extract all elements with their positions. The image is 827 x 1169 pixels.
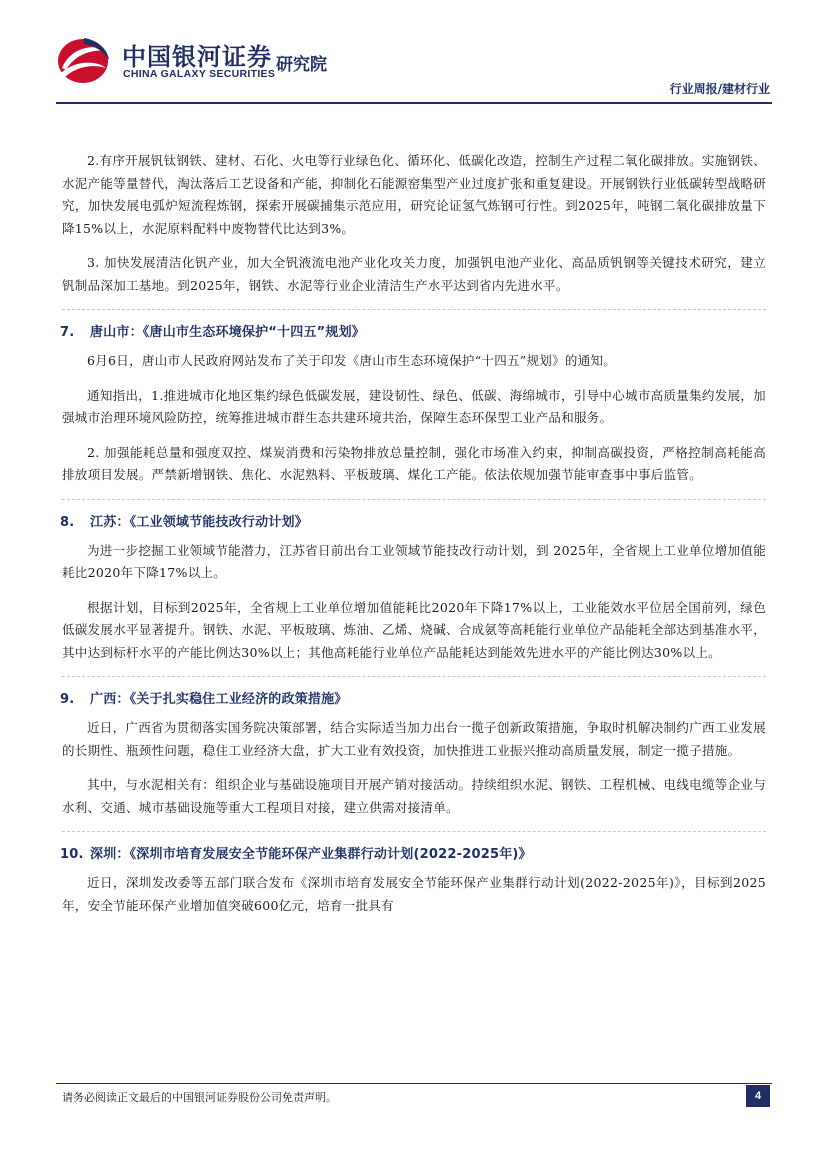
section-heading-10 bbox=[60, 843, 766, 862]
section-title: 江苏：《工业领域节能技改行动计划》 bbox=[90, 514, 308, 530]
brand-name-en: CHINA GALAXY SECURITIES bbox=[123, 68, 276, 80]
section-number: 10. bbox=[60, 847, 84, 862]
paragraph: 根据计划，目标到2025年，全省规上工业单位增加值能耗比2020年下降17%以上，工业能效水平位居全国前列，绿色低碳发展水平显著提升。钢铁、水泥、平板玻璃、炼油、乙烯、烧碱、合成氨等高耗能行业单位产品能耗全部达到基准水平，其中达到标杆水平的产能比例达30%以上；其他高耗能行业单位产品能耗达到能效先进水平的产能比例达30%以上。 bbox=[62, 599, 767, 660]
section-title: 广西：《关于扎实稳住工业经济的政策措施》 bbox=[90, 692, 348, 707]
section-divider bbox=[62, 309, 766, 311]
footer-divider bbox=[56, 1083, 772, 1084]
section-heading-8 bbox=[60, 511, 766, 530]
section-divider bbox=[62, 831, 766, 833]
paragraph: 6月6日，唐山市人民政府网站发布了关于印发《唐山市生态环境保护“十四五”规划》的通知。 bbox=[87, 353, 617, 368]
section-number: 9. bbox=[60, 692, 75, 707]
page-number: 4 bbox=[746, 1085, 770, 1107]
institute-label: 研究院 bbox=[276, 55, 327, 75]
section-title: 唐山市：《唐山市生态环境保护“十四五”规划》 bbox=[90, 325, 365, 340]
paragraph: 近日，广西省为贯彻落实国务院决策部署，结合实际适当加力出台一揽子创新政策措施，争取时机解决制约广西工业发展的长期性、瓶颈性问题，稳住工业经济大盘，扩大工业有效投资，加快推进工业振兴推动高质量发展，制定一揽子措施。 bbox=[62, 720, 766, 758]
paragraph: 近日，深圳发改委等五部门联合发布《深圳市培育发展安全节能环保产业集群行动计划(2022-2025年)》，目标到2025年，安全节能环保产业增加值突破600亿元，培育一批具有 bbox=[62, 875, 766, 913]
report-type-label: 行业周报/建材行业 bbox=[669, 82, 770, 96]
section-heading-7 bbox=[60, 321, 766, 340]
main-content bbox=[62, 150, 766, 929]
header-divider bbox=[56, 102, 772, 104]
paragraph: 2. 加强能耗总量和强度双控、煤炭消费和污染物排放总量控制，强化市场准入约束，抑制高碳投资，严格控制高耗能高排放项目发展。严禁新增钢铁、焦化、水泥熟料、平板玻璃、煤化工产能。依法依规加强节能审查事中事后监管。 bbox=[62, 444, 766, 482]
paragraph: 为进一步挖掘工业领域节能潜力，江苏省日前出台工业领域节能技改行动计划，到 2025年，全省规上工业单位增加值能耗比2020年下降17%以上。 bbox=[62, 542, 766, 580]
section-number: 8. bbox=[60, 514, 75, 530]
brand-name-cn: 中国银河证券 bbox=[122, 43, 272, 71]
galaxy-logo-icon bbox=[54, 34, 112, 88]
section-divider bbox=[62, 676, 766, 678]
paragraph: 通知指出，1.推进城市化地区集约绿色低碳发展，建设韧性、绿色、低碳、海绵城市，引导中心城市高质量集约发展，加强城市治理环境风险防控，统筹推进城市群生态共建环境共治，保障生态环保型工业产品和服务。 bbox=[62, 387, 766, 425]
section-number: 7. bbox=[60, 325, 75, 340]
paragraph: 3. 加快发展清洁化钒产业，加大全钒液流电池产业化攻关力度，加强钒电池产业化、高品质钒钢等关键技术研究，建立钒制品深加工基地。到2025年，钢铁、水泥等行业企业清洁生产水平达到省内先进水平。 bbox=[62, 255, 766, 293]
section-divider bbox=[62, 499, 766, 501]
section-heading-9 bbox=[60, 688, 766, 707]
paragraph: 2.有序开展钒钛钢铁、建材、石化、火电等行业绿色化、循环化、低碳化改造，控制生产过程二氧化碳排放。实施钢铁、水泥产能等量替代，淘汰落后工艺设备和产能，抑制化石能源窑集型产业过度扩张和重复建设。开展钢铁行业低碳转型战略研究，加快发展电弧炉短流程炼钢，探索开展碳捕集示范应用，研究论证氢气炼钢可行性。到2025年，吨钢二氧化碳排放量下降15%以上，水泥原料配料中废物替代比达到3%。 bbox=[62, 153, 767, 236]
paragraph: 其中，与水泥相关有：组织企业与基础设施项目开展产销对接活动。持续组织水泥、钢铁、工程机械、电线电缆等企业与水利、交通、城市基础设施等重大工程项目对接，建立供需对接清单。 bbox=[62, 777, 766, 815]
disclaimer-text: 请务必阅读正文最后的中国银河证券股份公司免责声明。 bbox=[62, 1091, 337, 1104]
page-header bbox=[0, 0, 827, 110]
section-title: 深圳：《深圳市培育发展安全节能环保产业集群行动计划(2022-2025年)》 bbox=[90, 847, 532, 862]
